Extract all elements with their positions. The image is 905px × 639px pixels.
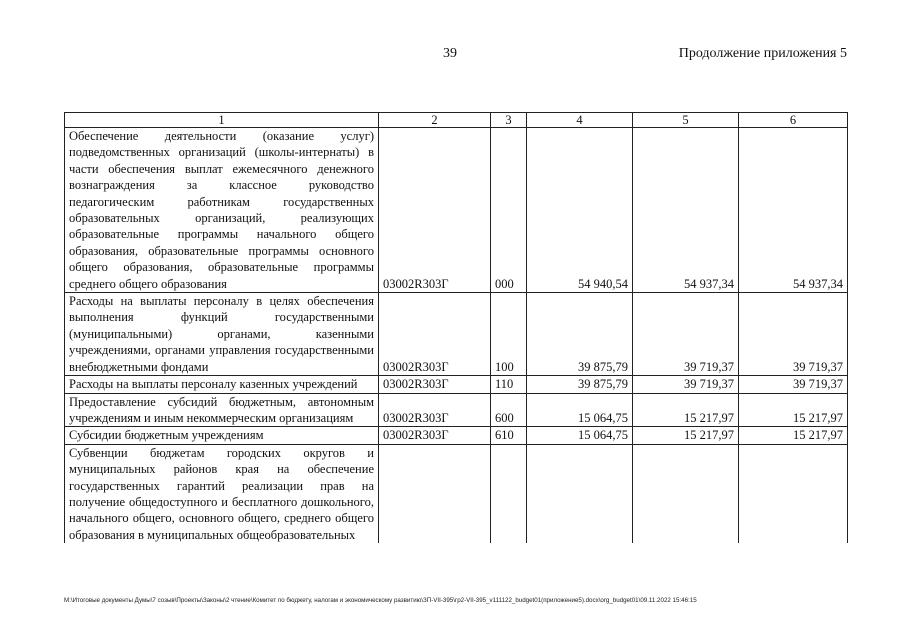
row-value-2: 39 719,37 bbox=[633, 293, 739, 376]
row-kvr: 110 bbox=[491, 376, 527, 393]
table-row bbox=[65, 393, 848, 427]
row-name: Субсидии бюджетным учреждениям bbox=[65, 427, 379, 444]
row-value-3: 39 719,37 bbox=[739, 376, 848, 393]
row-value-3: 54 937,34 bbox=[739, 128, 848, 293]
row-value-2 bbox=[633, 444, 739, 543]
row-value-3 bbox=[739, 444, 848, 543]
column-header: 2 bbox=[379, 113, 491, 128]
row-kvr: 610 bbox=[491, 427, 527, 444]
table-header-row bbox=[65, 113, 848, 128]
page-number: 39 bbox=[443, 46, 457, 61]
row-value-1: 15 064,75 bbox=[527, 427, 633, 444]
row-value-2: 39 719,37 bbox=[633, 376, 739, 393]
column-header: 6 bbox=[739, 113, 848, 128]
row-kvr: 600 bbox=[491, 393, 527, 427]
row-value-2: 15 217,97 bbox=[633, 427, 739, 444]
row-value-1: 39 875,79 bbox=[527, 376, 633, 393]
row-code: 03002R303Г bbox=[379, 376, 491, 393]
row-value-1 bbox=[527, 444, 633, 543]
row-name: Расходы на выплаты персоналу в целях обеспечения выполнения функций государственными (муниципальными) органами, казенными учреждениями, органами управления государственными внебюджетными фондами bbox=[65, 293, 379, 376]
column-header: 3 bbox=[491, 113, 527, 128]
table-row bbox=[65, 376, 848, 393]
row-kvr bbox=[491, 444, 527, 543]
table-row bbox=[65, 444, 848, 543]
table-row bbox=[65, 293, 848, 376]
row-name: Расходы на выплаты персоналу казенных учреждений bbox=[65, 376, 379, 393]
appendix-label: Продолжение приложения 5 bbox=[678, 46, 847, 61]
row-kvr: 000 bbox=[491, 128, 527, 293]
row-code: 03002R303Г bbox=[379, 293, 491, 376]
row-name: Субвенции бюджетам городских округов и муниципальных районов края на обеспечение государственных гарантий реализации прав на получение общедоступного и бесплатного дошкольного, начального общего, основного общего, среднего общего образования в муниципальных общеобразовательных bbox=[65, 444, 379, 543]
row-code: 03002R303Г bbox=[379, 427, 491, 444]
row-value-2: 15 217,97 bbox=[633, 393, 739, 427]
row-name: Обеспечение деятельности (оказание услуг) подведомственных организаций (школы-интернаты) в части обеспечения выплат ежемесячного денежного вознаграждения за классное руководство педагогическим работникам государственных образовательных организаций, реализующих образовательные программы начального общего образования, образовательные программы основного общего образования, образовательные программы среднего общего образования bbox=[65, 128, 379, 293]
row-value-2: 54 937,34 bbox=[633, 128, 739, 293]
column-header: 4 bbox=[527, 113, 633, 128]
row-value-3: 15 217,97 bbox=[739, 427, 848, 444]
row-code bbox=[379, 444, 491, 543]
table-row bbox=[65, 128, 848, 293]
row-value-3: 39 719,37 bbox=[739, 293, 848, 376]
row-code: 03002R303Г bbox=[379, 128, 491, 293]
row-code: 03002R303Г bbox=[379, 393, 491, 427]
row-value-1: 39 875,79 bbox=[527, 293, 633, 376]
row-value-1: 15 064,75 bbox=[527, 393, 633, 427]
row-kvr: 100 bbox=[491, 293, 527, 376]
row-value-3: 15 217,97 bbox=[739, 393, 848, 427]
budget-table bbox=[64, 112, 848, 543]
footer-file-path: M:\Итоговые документы Думы\7 созыв\Проекты\Законы\2 чтение\Комитет по бюджету, налогам и экономическому развитию\ЗП-VII-395\гр2-VII-395_v111122_budget01(приложение5).docx\org_budget01\09.11.2022 15:46:15 bbox=[64, 597, 697, 604]
table-row bbox=[65, 427, 848, 444]
column-header: 1 bbox=[65, 113, 379, 128]
row-value-1: 54 940,54 bbox=[527, 128, 633, 293]
row-name: Предоставление субсидий бюджетным, автономным учреждениям и иным некоммерческим организациям bbox=[65, 393, 379, 427]
column-header: 5 bbox=[633, 113, 739, 128]
